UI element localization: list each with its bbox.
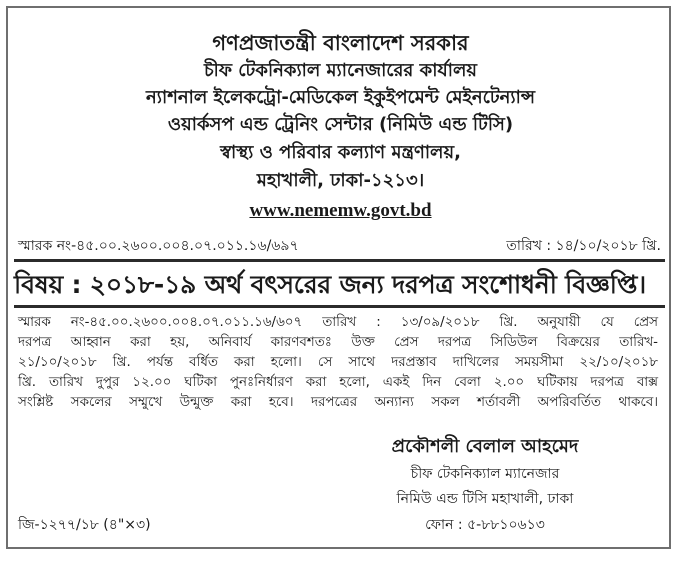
body-line-1: স্মারক নং-৪৫.০০.২৬০০.০০৪.০৭.০১১.১৬/৬০৭ তারিখ : ১৩/০৯/২০১৮ খ্রি. অনুযায়ী যে প্রেস bbox=[18, 315, 658, 330]
subject-heading: বিষয় : ২০১৮-১৯ অর্থ বৎসরের জন্য দরপত্র সংশোধনী বিজ্ঞপ্তি। bbox=[14, 270, 647, 299]
signatory-title: চীফ টেকনিক্যাল ম্যানেজার bbox=[410, 466, 560, 482]
memo-date: তারিখ : ১৪/১০/২০১৮ খ্রি. bbox=[506, 238, 661, 254]
body-line-3: ২১/১০/২০১৮ খ্রি. পর্যন্ত বর্ধিত করা হলো। সে সাথে দরপ্রস্তাব দাখিলের সময়সীমা ২২/১০/২০১৮ bbox=[18, 355, 658, 370]
header-workshop: ওয়ার্কসপ এন্ড ট্রেনিং সেন্টার (নিমিউ এন্ড টিসি) bbox=[167, 114, 514, 135]
signatory-phone: ফোন : ৫-৮৮১০৬১৩ bbox=[425, 517, 545, 533]
body-line-4: খ্রি. তারিখ দুপুর ১২.০০ ঘটিকা পুনঃনির্ধারণ করা হলো, একই দিন বেলা ২.০০ ঘটিকায় দরপত্র বাক্স bbox=[18, 375, 658, 390]
header-institute: ন্যাশনাল ইলেকট্রো-মেডিকেল ইকুইপমেন্ট মেইনটেন্যান্স bbox=[146, 87, 535, 108]
header-ministry: স্বাস্থ্য ও পরিবার কল্যাণ মন্ত্রণালয়, bbox=[220, 142, 461, 163]
header-address: মহাখালী, ঢাকা-১২১৩। bbox=[256, 170, 425, 191]
memo-reference: স্মারক নং-৪৫.০০.২৬০০.০০৪.০৭.০১১.১৬/৬৯৭ bbox=[18, 238, 299, 254]
publication-code: জি-১২৭৭/১৮ (৪"×৩) bbox=[18, 517, 151, 533]
signatory-name: প্রকৌশলী বেলাল আহমেদ bbox=[391, 436, 579, 457]
header-government: গণপ্রজাতন্ত্রী বাংলাদেশ সরকার bbox=[212, 31, 469, 55]
subject-top-rule bbox=[14, 259, 665, 262]
body-line-5: সংশ্লিষ্ট সকলের সম্মুখে উন্মুক্ত করা হবে। দরপত্রের অন্যান্য সকল শর্তাবলী অপরিবর্তিত থাকবে। bbox=[18, 395, 658, 410]
subject-bottom-rule bbox=[14, 305, 665, 308]
website-link[interactable]: www.nememw.govt.bd bbox=[249, 200, 432, 221]
body-line-2: দরপত্র আহ্বান করা হয়, অনিবার্য কারণবশতঃ উক্ত প্রেস দরপত্র সিডিউল বিক্রয়ের তারিখ- bbox=[18, 335, 658, 350]
signatory-organization: নিমিউ এন্ড টিসি মহাখালী, ঢাকা bbox=[396, 491, 574, 507]
header-office: চীফ টেকনিক্যাল ম্যানেজারের কার্যালয় bbox=[203, 60, 478, 81]
